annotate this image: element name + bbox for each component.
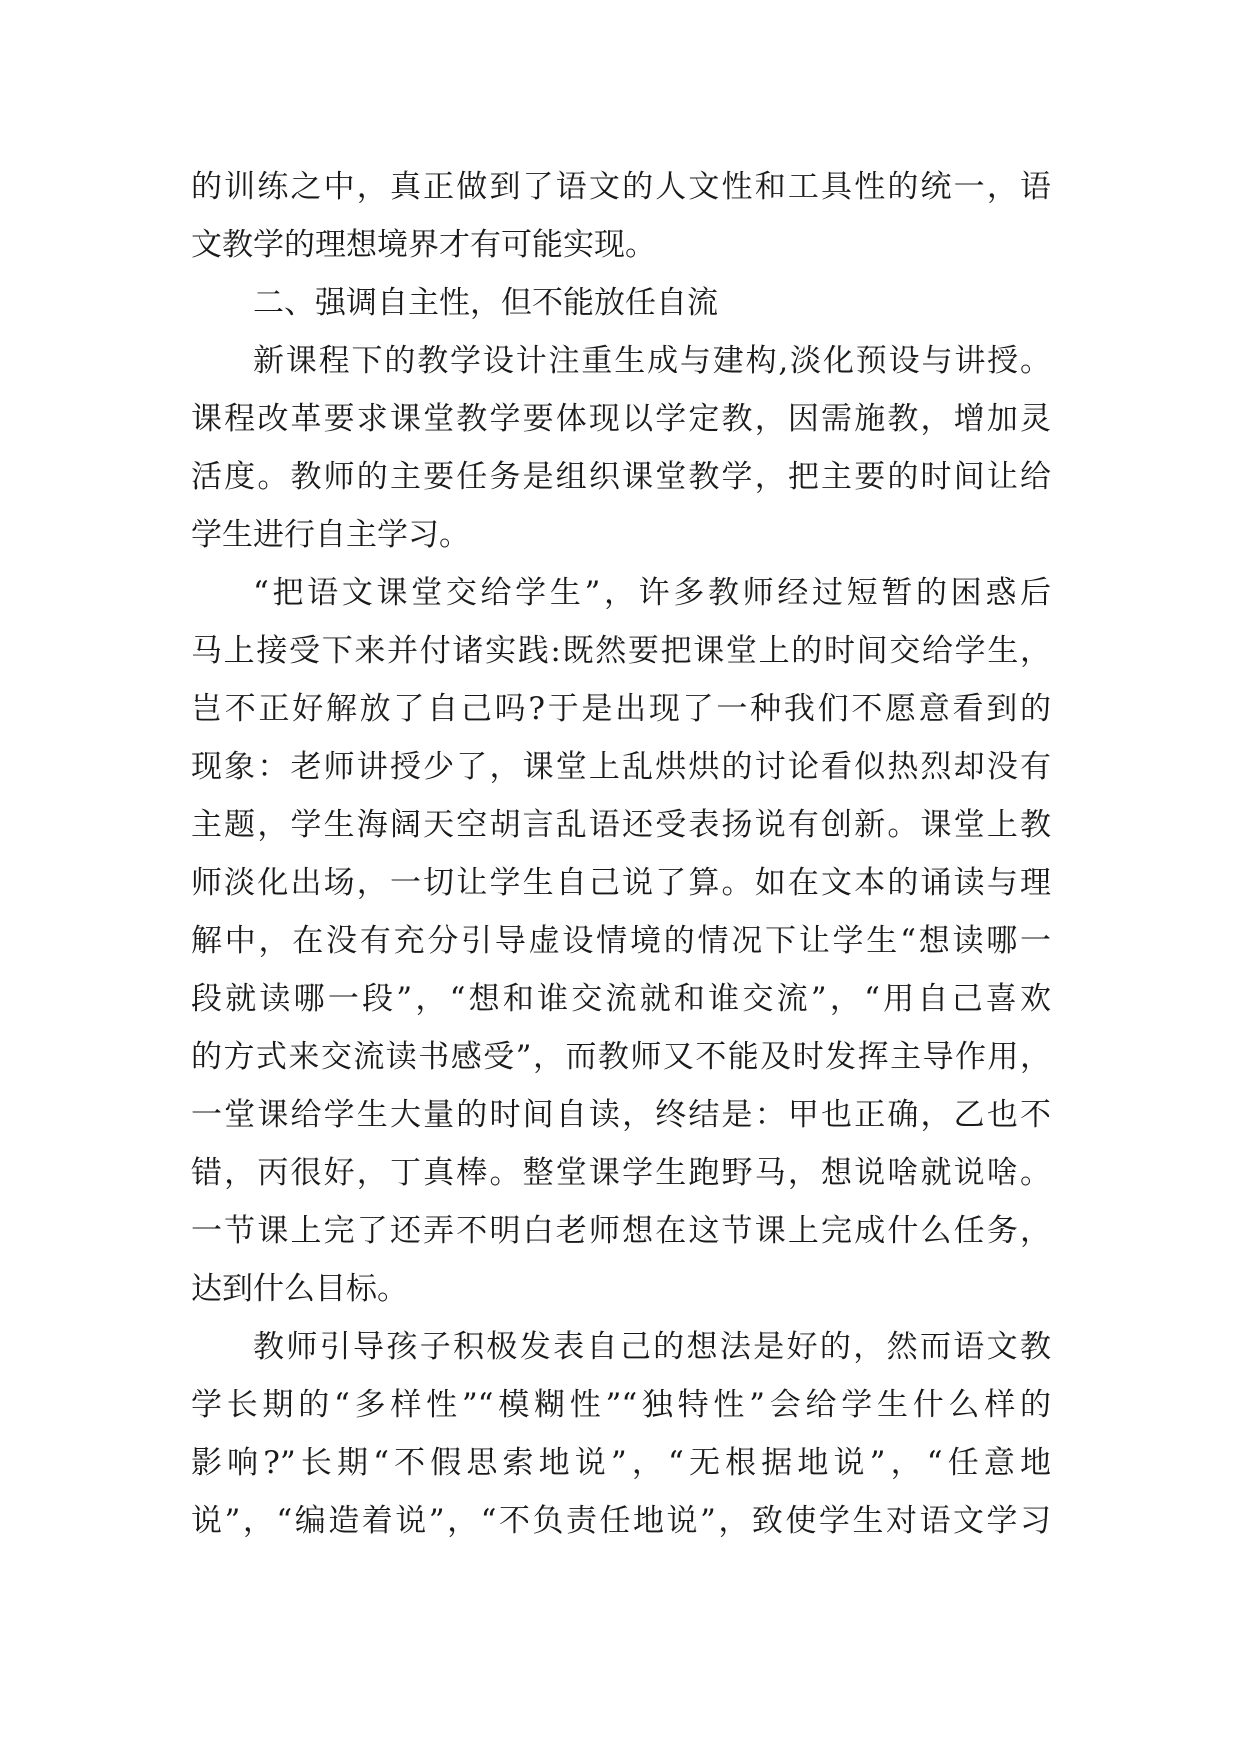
paragraph-line: 岂不正好解放了自己吗?于是出现了一种我们不愿意看到的 xyxy=(191,691,1051,727)
paragraph-line: 马上接受下来并付诸实践:既然要把课堂上的时间交给学生， xyxy=(191,633,1051,669)
paragraph-line: 一节课上完了还弄不明白老师想在这节课上完成什么任务， xyxy=(191,1213,1051,1249)
paragraph-line: 的方式来交流读书感受”，而教师又不能及时发挥主导作用， xyxy=(191,1039,1051,1075)
document-body xyxy=(191,158,1051,1550)
paragraph-line: 师淡化出场，一切让学生自己说了算。如在文本的诵读与理 xyxy=(191,865,1051,901)
paragraph-line: 解中，在没有充分引导虚设情境的情况下让学生“想读哪一 xyxy=(191,923,1051,959)
paragraph-line: 现象：老师讲授少了，课堂上乱烘烘的讨论看似热烈却没有 xyxy=(191,749,1051,785)
section-heading: 二、强调自主性，但不能放任自流 xyxy=(253,285,718,321)
paragraph-line: 说”，“编造着说”，“不负责任地说”，致使学生对语文学习 xyxy=(191,1503,1051,1539)
paragraph-line: 教师引导孩子积极发表自己的想法是好的，然而语文教 xyxy=(253,1329,1051,1365)
paragraph-line: 的训练之中，真正做到了语文的人文性和工具性的统一，语 xyxy=(191,169,1051,205)
paragraph-line: 课程改革要求课堂教学要体现以学定教，因需施教，增加灵 xyxy=(191,401,1051,437)
paragraph-line: 学生进行自主学习。 xyxy=(191,517,470,553)
paragraph-line: 达到什么目标。 xyxy=(191,1271,408,1307)
paragraph-line: 段就读哪一段”，“想和谁交流就和谁交流”，“用自己喜欢 xyxy=(191,981,1051,1017)
paragraph-line: 学长期的“多样性”“模糊性”“独特性”会给学生什么样的 xyxy=(191,1387,1051,1423)
paragraph-line: 一堂课给学生大量的时间自读，终结是：甲也正确，乙也不 xyxy=(191,1097,1051,1133)
paragraph-line: “把语文课堂交给学生”，许多教师经过短暂的困惑后 xyxy=(253,575,1051,611)
paragraph-line: 错，丙很好，丁真棒。整堂课学生跑野马，想说啥就说啥。 xyxy=(191,1155,1051,1191)
paragraph-line: 影响?”长期“不假思索地说”，“无根据地说”，“任意地 xyxy=(191,1445,1051,1481)
paragraph-line: 活度。教师的主要任务是组织课堂教学，把主要的时间让给 xyxy=(191,459,1051,495)
paragraph-line: 新课程下的教学设计注重生成与建构,淡化预设与讲授。 xyxy=(253,343,1051,379)
paragraph-line: 主题，学生海阔天空胡言乱语还受表扬说有创新。课堂上教 xyxy=(191,807,1051,843)
paragraph-line: 文教学的理想境界才有可能实现。 xyxy=(191,227,656,263)
